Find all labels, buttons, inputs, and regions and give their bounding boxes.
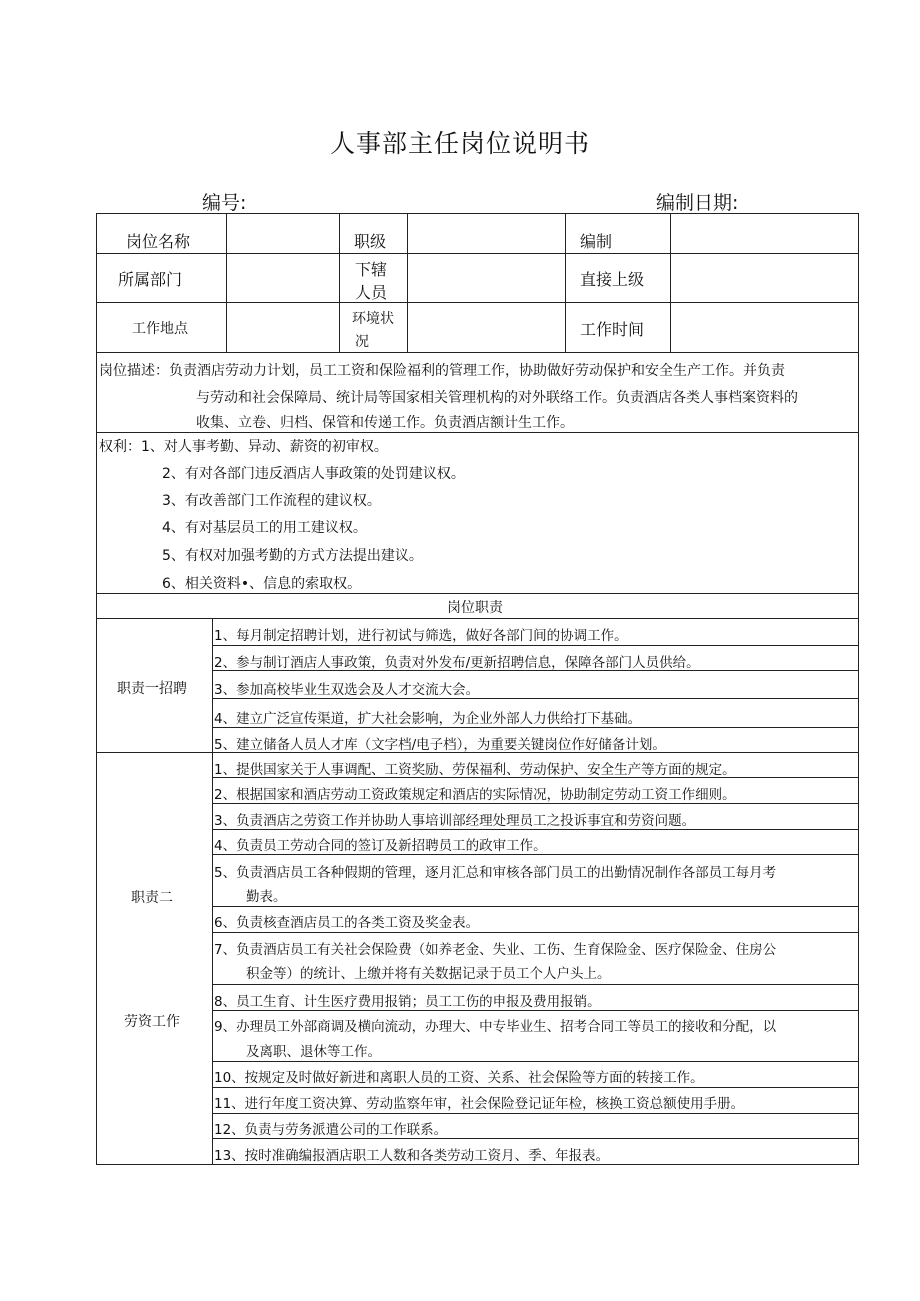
payroll-item-cont: 勤表。	[246, 889, 287, 905]
grid-line	[96, 752, 859, 753]
right-item: 4、有对基层员工的用工建议权。	[162, 520, 367, 536]
payroll-label-1: 职责二	[131, 890, 173, 906]
grid-line	[212, 854, 859, 855]
payroll-item: 6、负责核查酒店员工的各类工资及奖金表。	[214, 915, 480, 931]
payroll-item: 4、负责员工劳动合同的签订及新招聘员工的政审工作。	[214, 838, 547, 854]
payroll-item-cont: 及离职、退休等工作。	[246, 1044, 381, 1060]
description-line: 收集、立卷、归档、保管和传递工作。负责酒店额计生工作。	[196, 415, 574, 431]
subordinates-label-1: 下辖	[355, 260, 388, 279]
grid-line	[212, 1010, 859, 1011]
job-level-label: 职级	[354, 232, 387, 251]
grid-line	[670, 213, 671, 352]
page-title: 人事部主任岗位说明书	[329, 129, 590, 158]
location-label: 工作地点	[132, 321, 188, 337]
grid-line	[96, 302, 859, 303]
environment-label-2: 况	[355, 334, 369, 350]
payroll-item: 8、员工生育、计生医疗费用报销；员工工伤的申报及费用报销。	[214, 994, 601, 1010]
subordinates-label-2: 人员	[355, 283, 388, 302]
payroll-item: 12、负责与劳务派遣公司的工作联系。	[214, 1122, 448, 1138]
payroll-item: 1、提供国家关于人事调配、工资奖励、劳保福利、劳动保护、安全生产等方面的规定。	[214, 762, 736, 778]
grid-line	[212, 829, 859, 830]
grid-line	[212, 906, 859, 907]
recruit-item: 3、参加高校毕业生双选会及人才交流大会。	[214, 682, 480, 698]
grid-line	[212, 932, 859, 933]
grid-line	[212, 670, 859, 671]
work-hours-label: 工作时间	[580, 320, 645, 339]
grid-line	[96, 593, 859, 594]
grid-line	[212, 618, 213, 1165]
recruit-item: 4、建立广泛宣传渠道，扩大社会影响，为企业外部人力供给打下基础。	[214, 711, 642, 727]
recruit-item: 2、参与制订酒店人事政策，负责对外发布/更新招聘信息，保障各部门人员供给。	[214, 655, 700, 671]
duties-header: 岗位职责	[447, 600, 503, 616]
grid-line	[212, 1061, 859, 1062]
grid-line	[96, 352, 859, 353]
payroll-item: 10、按规定及时做好新进和离职人员的工资、关系、社会保险等方面的转接工作。	[214, 1070, 704, 1086]
right-item: 3、有改善部门工作流程的建议权。	[162, 493, 381, 509]
payroll-item-cont: 积金等）的统计、上缴并将有关数据记录于员工个人户头上。	[246, 966, 611, 982]
payroll-item: 5、负责酒店员工各种假期的管理，逐月汇总和审核各部门员工的出勤情况制作各部员工每月考	[214, 865, 777, 881]
grid-line	[212, 698, 859, 699]
grid-line	[212, 645, 859, 646]
number-label: 编号:	[202, 192, 247, 214]
grid-line	[96, 253, 859, 254]
grid-line	[212, 777, 859, 778]
grid-line	[96, 432, 859, 433]
grid-line	[212, 984, 859, 985]
grid-line	[226, 213, 227, 352]
recruit-item: 1、每月制定招聘计划，进行初试与筛选，做好各部门间的协调工作。	[214, 628, 628, 644]
grid-line	[212, 1138, 859, 1139]
right-item: 6、相关资料•、信息的索取权。	[162, 576, 362, 592]
grid-line	[96, 618, 859, 619]
environment-label-1: 环境状	[352, 311, 394, 327]
position-name-label: 岗位名称	[126, 232, 191, 251]
payroll-item: 3、负责酒店之劳资工作并协助人事培训部经理处理员工之投诉事宜和劳资问题。	[214, 813, 696, 829]
grid-line	[212, 803, 859, 804]
department-label: 所属部门	[118, 270, 183, 289]
date-label: 编制日期:	[656, 192, 739, 214]
headcount-label: 编制	[580, 232, 613, 251]
recruit-item: 5、建立储备人员人才库（文字档/电子档），为重要关键岗位作好储备计划。	[214, 737, 666, 753]
grid-line	[212, 727, 859, 728]
payroll-item: 7、负责酒店员工有关社会保险费（如养老金、失业、工伤、生育保险金、医疗保险金、住房公	[214, 942, 777, 958]
grid-line	[407, 213, 408, 352]
right-item: 2、有对各部门违反酒店人事政策的处罚建议权。	[162, 466, 465, 482]
supervisor-label: 直接上级	[580, 270, 645, 289]
right-item: 权利：1、对人事考勤、异动、薪资的初审权。	[99, 439, 388, 455]
payroll-item: 9、办理员工外部商调及横向流动，办理大、中专毕业生、招考合同工等员工的接收和分配，以	[214, 1019, 777, 1035]
payroll-label-2: 劳资工作	[124, 1014, 180, 1030]
grid-line	[212, 1113, 859, 1114]
payroll-item: 13、按时准确编报酒店职工人数和各类劳动工资月、季、年报表。	[214, 1148, 610, 1164]
description-line: 岗位描述：负责酒店劳动力计划，员工工资和保险福利的管理工作，协助做好劳动保护和安全生产工作。并负责	[99, 363, 785, 379]
grid-line	[212, 1087, 859, 1088]
payroll-item: 11、进行年度工资决算、劳动监察年审，社会保险登记证年检，核换工资总额使用手册。	[214, 1096, 745, 1112]
grid-line	[339, 213, 340, 352]
right-item: 5、有权对加强考勤的方式方法提出建议。	[162, 548, 423, 564]
grid-line	[565, 213, 566, 352]
payroll-item: 2、根据国家和酒店劳动工资政策规定和酒店的实际情况，协助制定劳动工资工作细则。	[214, 787, 736, 803]
description-line: 与劳动和社会保障局、统计局等国家相关管理机构的对外联络工作。负责酒店各类人事档案资料的	[196, 390, 798, 406]
recruit-label: 职责一招聘	[117, 681, 187, 697]
